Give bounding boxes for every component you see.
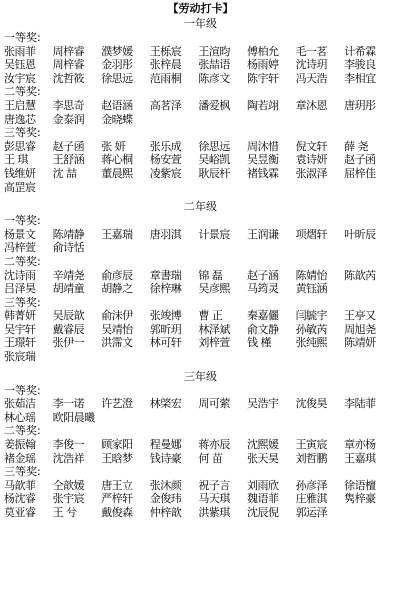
student-name: 唐王立 (101, 478, 133, 492)
student-name: 胡靖童 (52, 282, 85, 296)
student-name: 闫毓宇 (295, 309, 328, 323)
student-name: 傅柏允 (246, 44, 279, 58)
student-name: 李俊一 (52, 438, 85, 452)
student-name: 唐玥彤 (344, 98, 376, 112)
student-name: 袁诗妍 (295, 153, 328, 167)
student-name: 李骏良 (344, 58, 376, 72)
student-name: 程曼娜 (149, 438, 182, 452)
student-name: 林棨宏 (149, 397, 182, 411)
student-name: 王 兮 (52, 506, 77, 519)
student-name: 孙彦泽 (295, 478, 328, 492)
student-name: 杨雨婷 (246, 58, 279, 72)
student-name: 屈梓佳 (344, 166, 376, 180)
student-name: 魏语菲 (246, 492, 279, 506)
student-name: 赵子函 (52, 139, 85, 153)
student-name: 俞文静 (246, 322, 279, 336)
student-name: 刘梓萱 (198, 336, 230, 350)
student-name: 王 琪 (4, 153, 28, 167)
student-name: 倪文轩 (295, 139, 328, 153)
student-name: 计希霖 (344, 44, 376, 58)
student-name: 金晓蝶 (101, 112, 133, 126)
student-name: 秦嘉儷 (246, 309, 279, 323)
name-list (0, 99, 401, 126)
student-name: 欧阳晨曦 (52, 410, 95, 424)
student-name: 顾家阳 (101, 438, 133, 452)
student-name: 冯天浩 (295, 71, 328, 85)
student-name: 张天昊 (246, 451, 279, 465)
student-name: 仲梓歆 (149, 506, 182, 519)
student-name: 冯梓萱 (4, 241, 36, 255)
student-name: 钱维妍 (4, 166, 36, 180)
student-name: 赵子函 (344, 153, 376, 167)
student-name: 曹 正 (198, 309, 223, 323)
student-name: 钱 槿 (246, 336, 271, 350)
student-name: 吴彦熙 (198, 282, 230, 296)
student-name: 林泽斌 (198, 322, 230, 336)
student-name: 俞彦辰 (101, 268, 133, 282)
student-name: 章書瑞 (149, 268, 182, 282)
student-name: 张淑泽 (295, 166, 328, 180)
student-name: 张喆语 (198, 58, 230, 72)
student-name: 马筠灵 (246, 282, 279, 296)
student-name: 徐思远 (198, 139, 230, 153)
student-name: 刘雨欣 (246, 478, 279, 492)
student-name: 徐梓琳 (149, 282, 182, 296)
student-name: 俞沫伊 (101, 309, 133, 323)
student-name: 马天琪 (198, 492, 230, 506)
student-name: 徐思远 (101, 71, 133, 85)
student-name: 汝宇宸 (4, 71, 36, 85)
student-name: 唐逸芯 (4, 112, 36, 126)
student-name: 王启慧 (4, 98, 36, 112)
student-name: 耿辰杆 (198, 166, 230, 180)
student-name: 周梓睿 (52, 44, 85, 58)
student-name: 辛靖尧 (52, 268, 85, 282)
grade-title: 一年级 (184, 17, 217, 30)
student-name: 李一诺 (52, 397, 85, 411)
student-name: 陈宇轩 (246, 71, 279, 85)
student-name: 章亦杨 (344, 438, 376, 452)
award-label: 二等奖: (4, 254, 41, 268)
name-list (0, 228, 401, 255)
student-name: 毛一茗 (295, 44, 328, 58)
student-name: 赵子涵 (246, 268, 279, 282)
student-name: 张乐成 (149, 139, 182, 153)
student-name: 王栎宸 (149, 44, 182, 58)
award-label: 三等奖: (4, 126, 41, 140)
student-name: 吴峪凯 (198, 153, 230, 167)
student-name: 庄雅淇 (295, 492, 328, 506)
student-name: 徐语檀 (344, 478, 376, 492)
student-name: 陈靖静 (52, 227, 85, 241)
student-name: 严梓轩 (101, 492, 133, 506)
award-label: 一等奖: (4, 383, 41, 397)
student-name: 濮梦媛 (101, 44, 133, 58)
student-name: 吴靖怡 (101, 322, 133, 336)
name-list (0, 140, 401, 194)
student-name: 郭运泽 (295, 506, 328, 519)
student-name: 洪霈文 (101, 336, 133, 350)
student-name: 姜振翰 (4, 438, 36, 452)
student-name: 王寅宸 (295, 438, 328, 452)
student-name: 凌紫宸 (149, 166, 182, 180)
student-name: 沈 喆 (52, 166, 77, 180)
award-section (0, 255, 401, 296)
student-name: 洪紫琪 (198, 506, 230, 519)
student-name: 孙敏芮 (295, 322, 328, 336)
student-name: 唐羽淇 (149, 227, 182, 241)
grade-title: 二年级 (184, 200, 217, 214)
student-name: 张梓晨 (149, 58, 182, 72)
student-name: 刘哲鹏 (295, 451, 328, 465)
award-label: 二等奖: (4, 424, 41, 438)
student-name: 赵语涵 (101, 98, 133, 112)
student-name: 吴钰恩 (4, 58, 36, 72)
student-name: 吴昱衡 (246, 153, 279, 167)
student-name: 杨景文 (4, 227, 36, 241)
student-name: 张纯熙 (295, 336, 328, 350)
student-name: 俞诗恬 (52, 241, 85, 255)
student-name: 吕泽昊 (4, 282, 36, 296)
student-name: 莫亚睿 (4, 506, 36, 519)
name-list (0, 397, 401, 424)
student-name: 潘爱枫 (198, 98, 230, 112)
student-name: 吴宇轩 (4, 322, 36, 336)
student-name: 仝歆媛 (52, 478, 85, 492)
name-list (0, 269, 401, 296)
student-name: 张竣博 (149, 309, 182, 323)
award-label: 一等奖: (4, 214, 41, 228)
award-section (0, 85, 401, 126)
student-name: 计景宸 (198, 227, 230, 241)
student-name: 杨沈睿 (4, 492, 36, 506)
student-name: 王润谦 (246, 227, 279, 241)
page-title: 【劳动打卡】 (167, 2, 234, 15)
student-name: 王晗梦 (101, 451, 133, 465)
award-section (0, 214, 401, 255)
student-name: 陈婧怡 (295, 268, 328, 282)
student-name: 李思奇 (52, 98, 85, 112)
student-name: 戴俊森 (101, 506, 133, 519)
student-name: 张伊一 (52, 336, 85, 350)
student-name: 沈熙媛 (246, 438, 279, 452)
name-list (0, 479, 401, 520)
name-list (0, 45, 401, 86)
student-name: 马歆菲 (4, 478, 36, 492)
award-label: 二等奖: (4, 85, 41, 99)
student-name: 薛 尧 (344, 139, 369, 153)
student-name: 陈歆芮 (344, 268, 376, 282)
student-name: 吴浩宇 (246, 397, 279, 411)
student-name: 许艺澄 (101, 397, 133, 411)
student-name: 褚金瑶 (4, 451, 36, 465)
student-name: 沈诗玥 (295, 58, 328, 72)
student-name: 李陆菲 (344, 397, 376, 411)
student-name: 王璟轩 (4, 336, 36, 350)
student-name: 戴睿辰 (52, 322, 85, 336)
student-name: 李相宜 (344, 71, 376, 85)
student-name: 周可萦 (198, 397, 230, 411)
student-name: 杨安萱 (149, 153, 182, 167)
student-name: 高罡宸 (4, 180, 36, 194)
name-list (0, 438, 401, 465)
student-name: 陈彦文 (198, 71, 230, 85)
student-name: 隽梓豪 (344, 492, 376, 506)
student-name: 张雨菲 (4, 44, 36, 58)
student-name: 沈诗雨 (4, 268, 36, 282)
student-name: 沈辰倪 (246, 506, 279, 519)
award-section (0, 31, 401, 85)
grade-title: 三年级 (184, 369, 217, 383)
award-section (0, 126, 401, 194)
award-section (0, 384, 401, 425)
student-name: 周梓睿 (52, 58, 85, 72)
student-name: 高茗泽 (149, 98, 182, 112)
student-name: 金羽彤 (101, 58, 133, 72)
student-name: 王嘉瑞 (101, 227, 133, 241)
student-name: 吴辰歆 (52, 309, 85, 323)
student-name: 韩菁妍 (4, 309, 36, 323)
student-name: 张宸瑞 (4, 350, 36, 364)
content (0, 16, 401, 520)
name-list (0, 309, 401, 363)
student-name: 锦 磊 (198, 268, 223, 282)
award-label: 三等奖: (4, 295, 41, 309)
student-name: 蒋亦辰 (198, 438, 230, 452)
student-name: 沈哲筱 (52, 71, 85, 85)
student-name: 褚钱霖 (246, 166, 279, 180)
student-name: 王嘉琪 (344, 451, 376, 465)
student-name: 彭思睿 (4, 139, 36, 153)
student-name: 范雨桐 (149, 71, 182, 85)
student-name: 项熠轩 (295, 227, 328, 241)
student-name: 董晨熙 (101, 166, 133, 180)
award-section (0, 296, 401, 364)
student-name: 张 妍 (101, 139, 126, 153)
award-section (0, 424, 401, 465)
student-name: 王渲昀 (198, 44, 230, 58)
student-name: 陶若翊 (246, 98, 279, 112)
student-name: 张宇宸 (52, 492, 85, 506)
student-name: 王亭又 (344, 309, 376, 323)
student-name: 郭昕玥 (149, 322, 182, 336)
student-name: 钱诗豪 (149, 451, 182, 465)
student-name: 周旭尧 (344, 322, 376, 336)
student-name: 叶昕辰 (344, 227, 376, 241)
student-name: 林可轩 (149, 336, 182, 350)
student-name: 张沐颜 (149, 478, 182, 492)
award-label: 一等奖: (4, 31, 41, 44)
student-name: 蒋心桐 (101, 153, 133, 167)
student-name: 章沐恩 (295, 98, 328, 112)
student-name: 陈靖妍 (344, 336, 376, 350)
award-label: 三等奖: (4, 465, 41, 479)
student-name: 金泰润 (52, 112, 85, 126)
student-name: 金俊玮 (149, 492, 182, 506)
student-name: 林心瑶 (4, 410, 36, 424)
student-name: 沈俊昊 (295, 397, 328, 411)
student-name: 沈浩祥 (52, 451, 85, 465)
student-name: 张茹洁 (4, 397, 36, 411)
student-name: 周沐惜 (246, 139, 279, 153)
student-name: 王舒涵 (52, 153, 85, 167)
student-name: 祝子言 (198, 478, 230, 492)
award-section (0, 465, 401, 519)
student-name: 何 苗 (198, 451, 223, 465)
student-name: 黄钰涵 (295, 282, 328, 296)
student-name: 胡静之 (101, 282, 133, 296)
